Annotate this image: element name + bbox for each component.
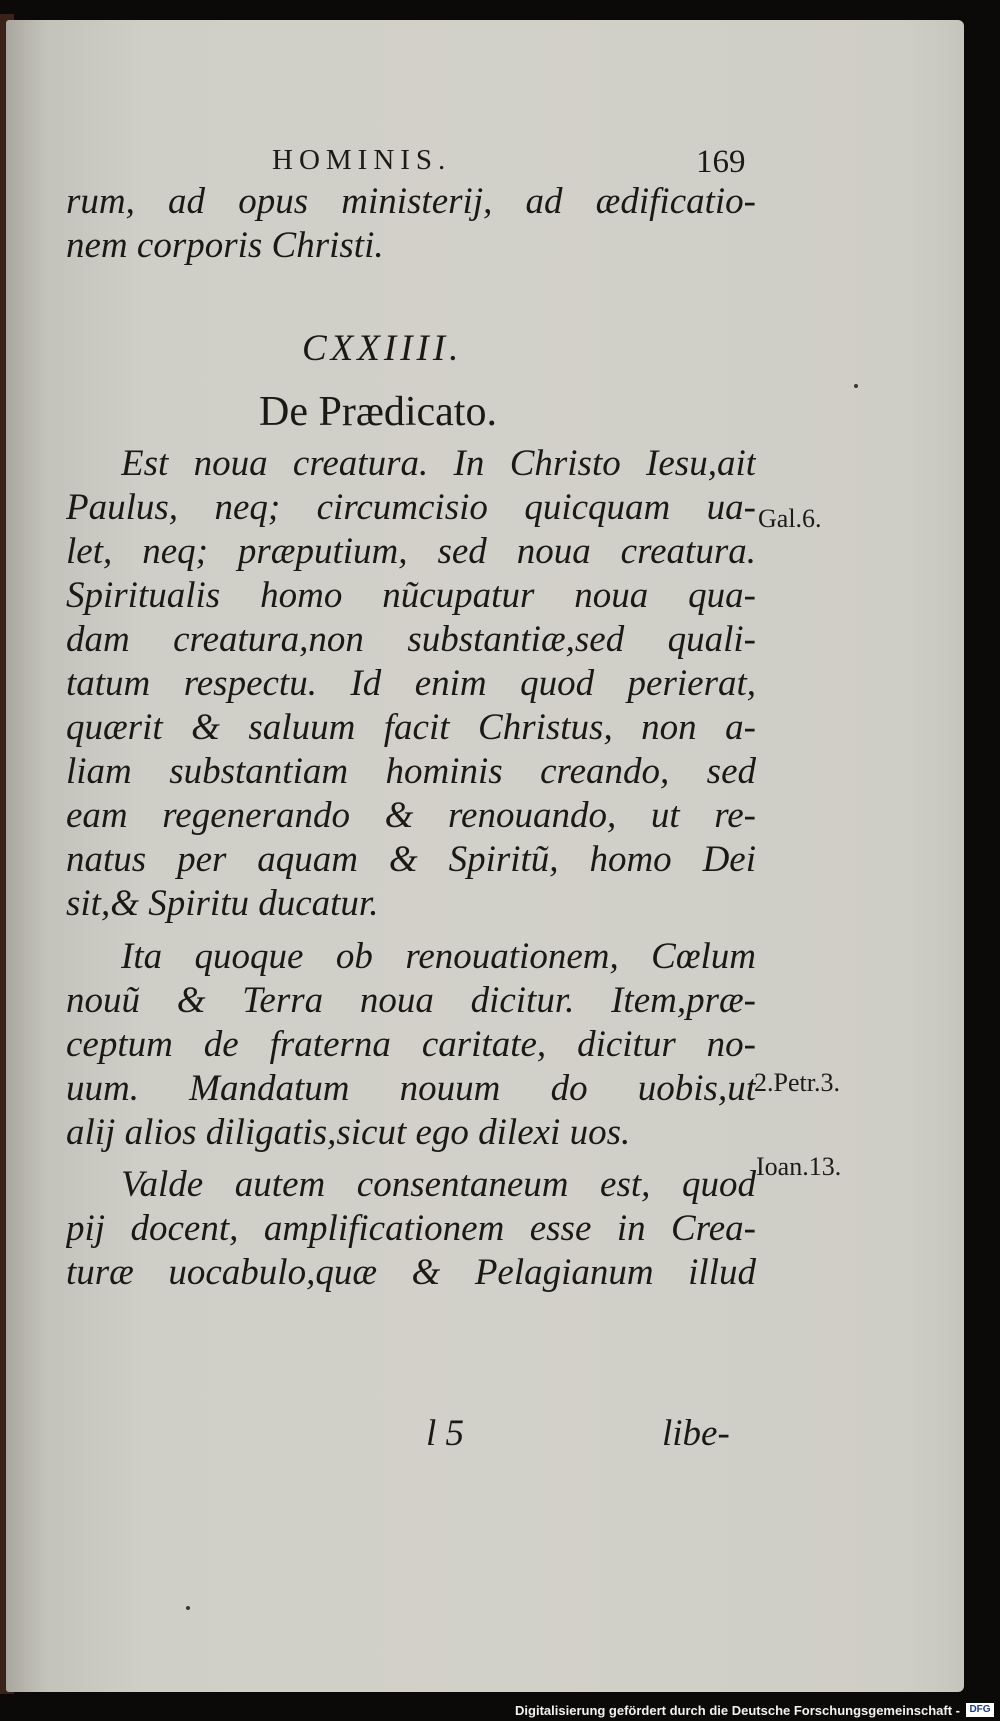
margin-note-ioan: Ioan.13. — [756, 1152, 842, 1181]
paragraph-1-line-11: sit,& Spiritu ducatur. — [66, 883, 379, 924]
paragraph-2-line-1: Ita quoque ob renouationem, Cœlum — [121, 936, 756, 977]
margin-note-gal: Gal.6. — [758, 504, 822, 533]
carryover-line-2: nem corporis Christi. — [66, 225, 384, 266]
paragraph-1-line-10: natus per aquam & Spiritũ, homo Dei — [66, 839, 756, 880]
paragraph-1-line-5: dam creatura,non substantiæ,sed quali- — [66, 619, 756, 660]
paragraph-3-line-1: Valde autem consentaneum est, quod — [121, 1164, 756, 1205]
paragraph-2-line-2: nouũ & Terra noua dicitur. Item,præ- — [66, 980, 756, 1021]
paragraph-1-line-1: Est noua creatura. In Christo Iesu,ait — [121, 443, 756, 484]
paragraph-1-line-2: Paulus, neq; circumcisio quicquam ua- — [66, 487, 756, 528]
page-number: 169 — [696, 144, 746, 180]
ink-speck — [854, 384, 858, 388]
book-page — [6, 20, 964, 1692]
dfg-logo: DFG — [966, 1703, 994, 1717]
paragraph-2-line-5: alij alios diligatis,sicut ego dilexi uos. — [66, 1112, 631, 1153]
margin-note-petr: 2.Petr.3. — [754, 1068, 840, 1097]
paragraph-2-line-3: ceptum de fraterna caritate, dicitur no- — [66, 1024, 756, 1065]
chapter-number: CXXIIII. — [302, 328, 463, 369]
digitization-credit: Digitalisierung gefördert durch die Deutsche Forschungsgemeinschaft - — [515, 1703, 960, 1718]
paragraph-1-line-3: let, neq; præputium, sed noua creatura. — [66, 531, 756, 572]
paragraph-3-line-2: pij docent, amplificationem esse in Crea- — [66, 1208, 756, 1249]
running-head: HOMINIS. — [272, 144, 452, 176]
paragraph-2-line-4: uum. Mandatum nouum do uobis,ut — [66, 1068, 756, 1109]
paragraph-1-line-8: liam substantiam hominis creando, sed — [66, 751, 756, 792]
paragraph-3-line-3: turæ uocabulo,quæ & Pelagianum illud — [66, 1252, 756, 1293]
chapter-title: De Prædicato. — [259, 389, 497, 435]
digitization-footer — [0, 1697, 1000, 1721]
paragraph-1-line-6: tatum respectu. Id enim quod perierat, — [66, 663, 756, 704]
signature-mark: l 5 — [426, 1413, 465, 1454]
paragraph-1-line-7: quærit & saluum facit Christus, non a- — [66, 707, 756, 748]
ink-speck — [186, 1606, 190, 1610]
paragraph-1-line-4: Spiritualis homo nũcupatur noua qua- — [66, 575, 756, 616]
catchword: libe- — [662, 1413, 730, 1454]
carryover-line-1: rum, ad opus ministerij, ad ædificatio- — [66, 181, 756, 222]
paragraph-1-line-9: eam regenerando & renouando, ut re- — [66, 795, 756, 836]
